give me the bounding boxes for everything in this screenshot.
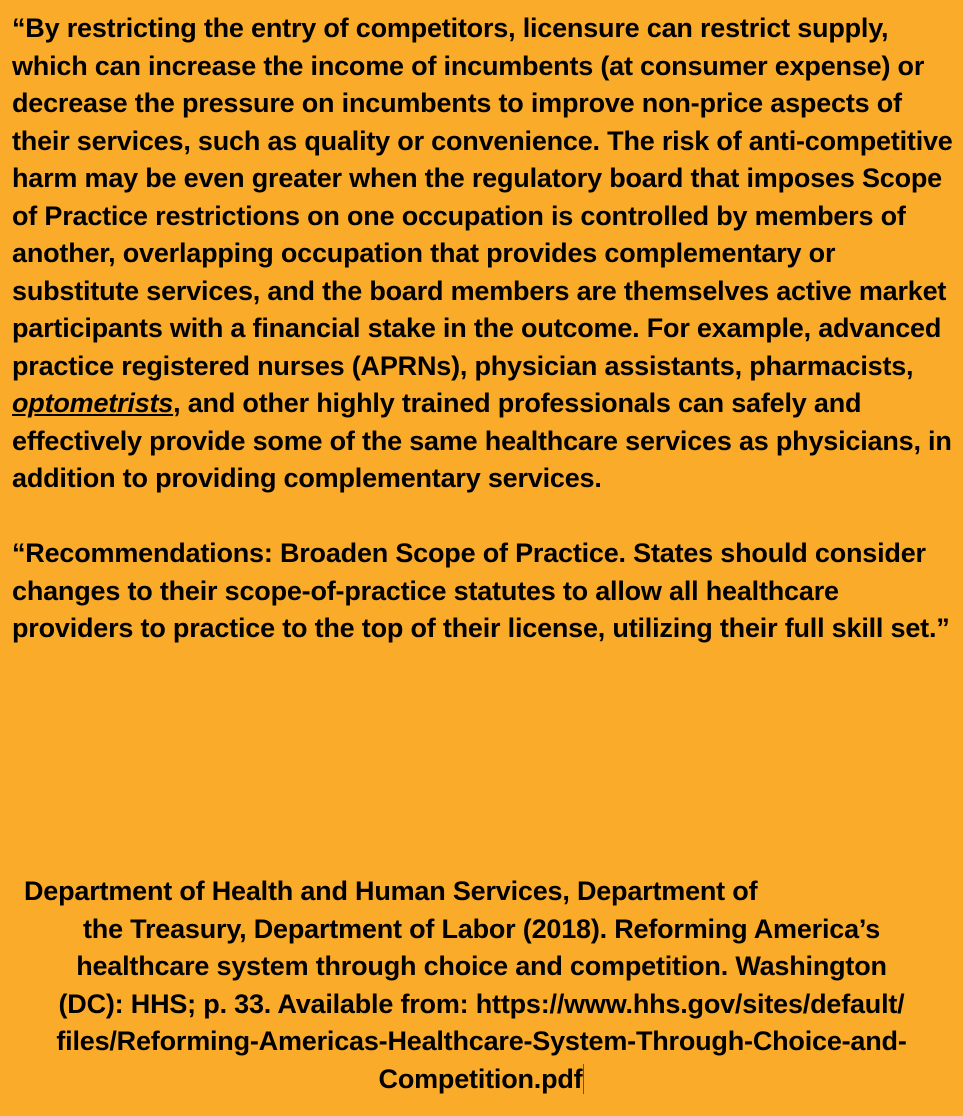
optometrists-link[interactable]: optometrists xyxy=(12,388,174,418)
citation-line-6: Competition.pdf xyxy=(378,1063,583,1094)
citation-line-2: the Treasury, Department of Labor (2018). Reforming America’s xyxy=(82,913,881,944)
citation-line-5: files/Reforming-Americas-Healthcare-System-Through-Choice-and- xyxy=(56,1026,907,1056)
quote-paragraph-1 xyxy=(12,10,957,498)
quote-paragraph-2: “Recommendations: Broaden Scope of Practice. States should consider changes to their scope-of-practice statutes to allow all healthcare providers to practice to the top of their license, utilizing their full skill set.” xyxy=(12,538,950,643)
citation-line-3: healthcare system through choice and competition. Washington xyxy=(76,951,887,981)
quote-paragraph-1-text: “By restricting the entry of competitors, licensure can restrict supply, which can increase the income of incumbents (at consumer expense) or decrease the pressure on incumbents to improve non-price aspects of their services, such as quality or convenience. The risk of anti-competitive harm may be even greater when the regulatory board that imposes Scope of Practice restrictions on one occupation is controlled by members of another, overlapping occupation that provides complementary or substitute services, and the board members are themselves active market participants with a financial stake in the outcome. For example, advanced practice registered nurses (APRNs), physician assistants, pharmacists, xyxy=(12,13,953,381)
text-cursor xyxy=(583,1064,584,1094)
quote-paragraph-1-text-end: , and other highly trained professionals can safely and effectively provide some of the same healthcare services as physicians, in addition to providing complementary services. xyxy=(12,388,952,493)
citation-block[interactable] xyxy=(6,873,957,1098)
citation-line-6-wrapper xyxy=(6,1061,957,1099)
citation-line-4: (DC): HHS; p. 33. Available from: https://www.hhs.gov/sites/default/ xyxy=(58,988,905,1019)
citation-line-1: Department of Health and Human Services, Department of xyxy=(24,876,758,906)
quote-block xyxy=(12,10,957,648)
paragraph-spacer xyxy=(12,498,957,536)
